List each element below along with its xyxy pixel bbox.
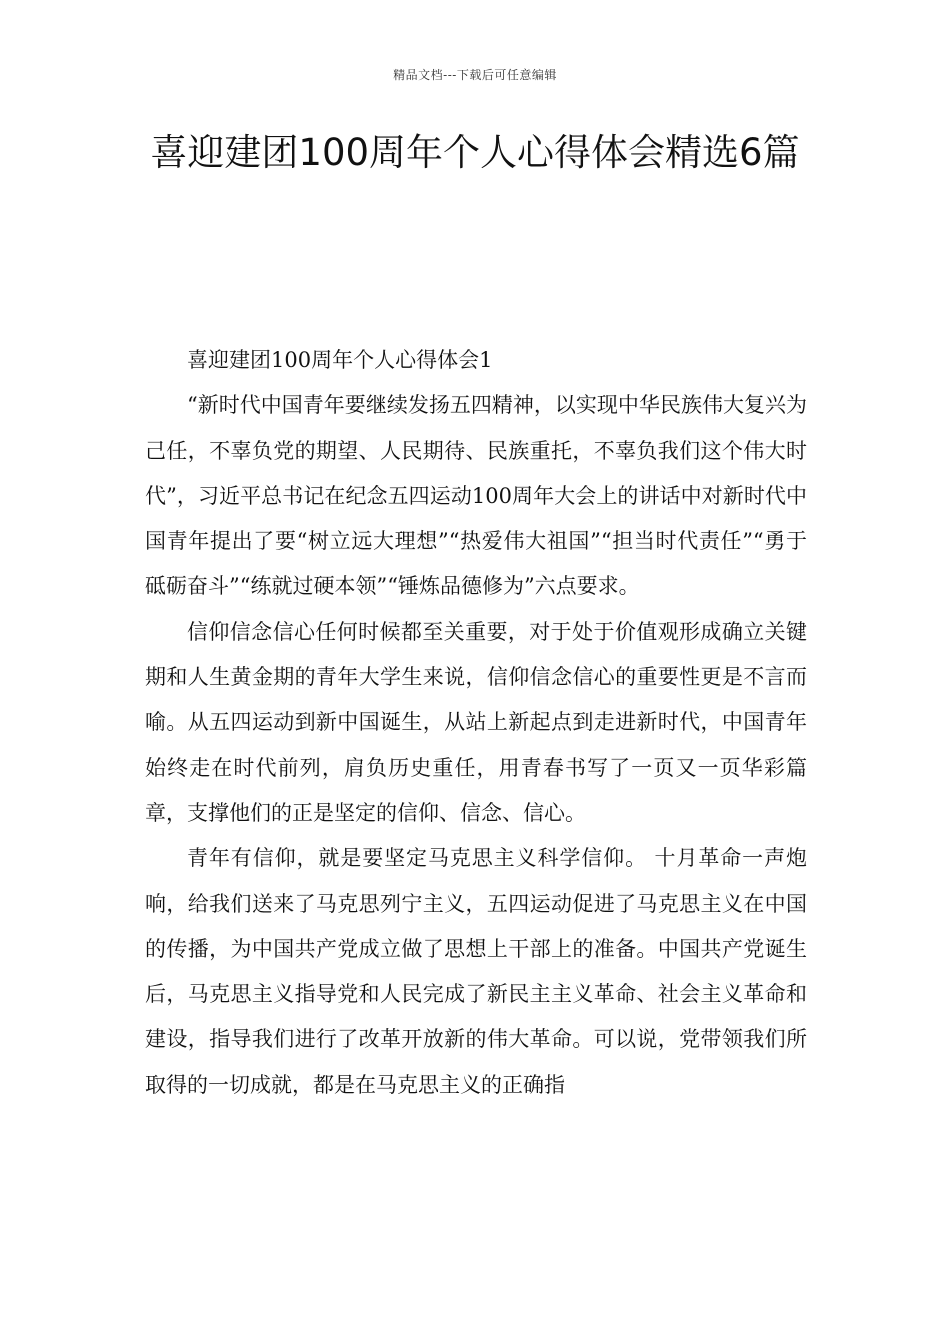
paragraph-1: “新时代中国青年要继续发扬五四精神，以实现中华民族伟大复兴为己任，不辜负党的期望、人民期待、民族重托，不辜负我们这个伟大时代”，习近平总书记在纪念五四运动100周年大会上的讲话中对新时代中国青年提出了要“树立远大理想”“热爱伟大祖国”“担当时代责任”“勇于砥砺奋斗”“练就过硬本领”“锤炼品德修为”六点要求。 bbox=[145, 393, 807, 599]
running-header: 精品文档---下载后可任意编辑 bbox=[393, 68, 557, 82]
document-body bbox=[145, 338, 807, 1108]
document-title: 喜迎建团100周年个人心得体会精选6篇 bbox=[150, 131, 800, 174]
section-heading: 喜迎建团100周年个人心得体会1 bbox=[187, 348, 493, 372]
paragraph-3: 青年有信仰，就是要坚定马克思主义科学信仰。 十月革命一声炮响，给我们送来了马克思列宁主义，五四运动促进了马克思主义在中国的传播，为中国共产党成立做了思想上干部上的准备。中国共产党诞生后，马克思主义指导党和人民完成了新民主主义革命、社会主义革命和建设，指导我们进行了改革开放新的伟大革命。可以说，党带领我们所取得的一切成就，都是在马克思主义的正确指 bbox=[145, 846, 807, 1097]
paragraph-2: 信仰信念信心任何时候都至关重要，对于处于价值观形成确立关键期和人生黄金期的青年大学生来说，信仰信念信心的重要性更是不言而喻。从五四运动到新中国诞生，从站上新起点到走进新时代，中国青年始终走在时代前列，肩负历史重任，用青春书写了一页又一页华彩篇章，支撑他们的正是坚定的信仰、信念、信心。 bbox=[145, 619, 807, 825]
